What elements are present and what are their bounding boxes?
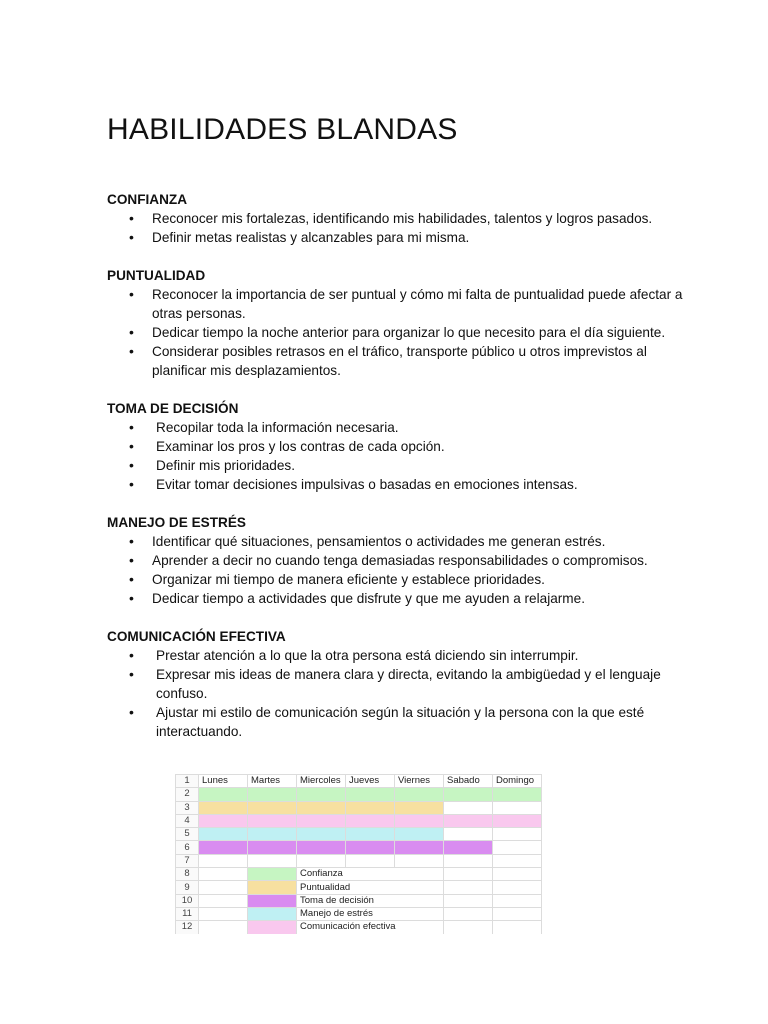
bullet-item: • Definir metas realistas y alcanzables para mi misma. <box>107 228 687 247</box>
empty-cell <box>493 868 542 881</box>
legend-label: Puntualidad <box>297 881 444 894</box>
row-number: 8 <box>176 868 199 881</box>
schedule-bar-cell <box>346 828 395 841</box>
empty-cell <box>493 907 542 920</box>
day-header: Viernes <box>395 775 444 788</box>
schedule-bar-cell <box>444 801 493 814</box>
schedule-bar-cell <box>297 814 346 827</box>
day-header: Miercoles <box>297 775 346 788</box>
section-heading: MANEJO DE ESTRÉS <box>107 515 246 530</box>
empty-cell <box>444 868 493 881</box>
bullet-list <box>107 285 687 380</box>
empty-cell <box>199 854 248 867</box>
schedule-bar-cell <box>444 841 493 854</box>
row-number: 10 <box>176 894 199 907</box>
empty-cell <box>444 921 493 934</box>
empty-cell <box>199 921 248 934</box>
schedule-bar-cell <box>297 841 346 854</box>
row-number: 1 <box>176 775 199 788</box>
bullet-list <box>107 532 687 608</box>
row-number: 5 <box>176 828 199 841</box>
schedule-bar-cell <box>493 814 542 827</box>
bullet-list <box>107 418 687 494</box>
empty-cell <box>199 894 248 907</box>
schedule-bar-cell <box>346 801 395 814</box>
bullet-item: • Reconocer mis fortalezas, identificando mis habilidades, talentos y logros pasados. <box>107 209 687 228</box>
schedule-bar-cell <box>395 828 444 841</box>
bullet-item: • Recopilar toda la información necesaria. <box>107 418 687 437</box>
empty-cell <box>493 894 542 907</box>
schedule-bar-cell <box>199 841 248 854</box>
section-heading: CONFIANZA <box>107 192 188 207</box>
legend-swatch <box>248 907 297 920</box>
empty-cell <box>444 894 493 907</box>
legend-label: Toma de decisión <box>297 894 444 907</box>
bullet-list <box>107 646 687 741</box>
schedule-bar-cell <box>297 788 346 801</box>
schedule-bar-cell <box>493 801 542 814</box>
schedule-bar-cell <box>346 788 395 801</box>
schedule-bar-cell <box>493 841 542 854</box>
section-heading: TOMA DE DECISIÓN <box>107 401 239 416</box>
sheet-row <box>176 828 542 841</box>
schedule-bar-cell <box>395 841 444 854</box>
bullet-item: • Definir mis prioridades. <box>107 456 687 475</box>
sheet-row <box>176 788 542 801</box>
day-header: Jueves <box>346 775 395 788</box>
empty-cell <box>248 854 297 867</box>
empty-cell <box>493 921 542 934</box>
legend-label: Manejo de estrés <box>297 907 444 920</box>
bullet-item: • Considerar posibles retrasos en el tráfico, transporte público u otros imprevistos al planificar mis desplazamientos. <box>107 342 687 380</box>
schedule-spreadsheet-image <box>175 774 542 934</box>
schedule-bar-cell <box>297 828 346 841</box>
legend-swatch <box>248 921 297 934</box>
schedule-bar-cell <box>297 801 346 814</box>
bullet-item: • Identificar qué situaciones, pensamientos o actividades me generan estrés. <box>107 532 687 551</box>
schedule-bar-cell <box>493 828 542 841</box>
schedule-bar-cell <box>444 814 493 827</box>
row-number: 11 <box>176 907 199 920</box>
empty-cell <box>297 854 346 867</box>
row-number: 7 <box>176 854 199 867</box>
bullet-item: • Evitar tomar decisiones impulsivas o basadas en emociones intensas. <box>107 475 687 494</box>
schedule-bar-cell <box>444 788 493 801</box>
legend-swatch <box>248 894 297 907</box>
row-number: 6 <box>176 841 199 854</box>
row-number: 12 <box>176 921 199 934</box>
sheet-row <box>176 921 542 934</box>
schedule-bar-cell <box>248 814 297 827</box>
section-heading: PUNTUALIDAD <box>107 268 206 283</box>
schedule-bar-cell <box>395 788 444 801</box>
empty-cell <box>346 854 395 867</box>
document-title: HABILIDADES BLANDAS <box>107 113 458 146</box>
legend-label: Comunicación efectiva <box>297 921 444 934</box>
bullet-item: • Aprender a decir no cuando tenga demasiadas responsabilidades o compromisos. <box>107 551 687 570</box>
row-number: 3 <box>176 801 199 814</box>
schedule-table <box>175 774 542 934</box>
schedule-bar-cell <box>493 788 542 801</box>
row-number: 9 <box>176 881 199 894</box>
schedule-bar-cell <box>199 828 248 841</box>
bullet-item: • Ajustar mi estilo de comunicación según la situación y la persona con la que esté interactuando. <box>107 703 687 741</box>
sheet-row <box>176 881 542 894</box>
sections-container <box>107 190 687 760</box>
legend-swatch <box>248 868 297 881</box>
bullet-item: • Prestar atención a lo que la otra persona está diciendo sin interrumpir. <box>107 646 687 665</box>
schedule-bar-cell <box>346 814 395 827</box>
empty-cell <box>493 854 542 867</box>
sheet-row <box>176 894 542 907</box>
sheet-row <box>176 907 542 920</box>
day-header: Domingo <box>493 775 542 788</box>
bullet-item: • Dedicar tiempo a actividades que disfrute y que me ayuden a relajarme. <box>107 589 687 608</box>
bullet-list <box>107 209 687 247</box>
sheet-row <box>176 775 542 788</box>
sheet-row <box>176 868 542 881</box>
bullet-item: • Examinar los pros y los contras de cada opción. <box>107 437 687 456</box>
section-2 <box>107 399 687 494</box>
bullet-item: • Expresar mis ideas de manera clara y directa, evitando la ambigüedad y el lenguaje confuso. <box>107 665 687 703</box>
bullet-item: • Dedicar tiempo la noche anterior para organizar lo que necesito para el día siguiente. <box>107 323 687 342</box>
schedule-bar-cell <box>199 801 248 814</box>
schedule-bar-cell <box>248 788 297 801</box>
schedule-bar-cell <box>395 801 444 814</box>
bullet-item: • Organizar mi tiempo de manera eficiente y establece prioridades. <box>107 570 687 589</box>
row-number: 2 <box>176 788 199 801</box>
sheet-row <box>176 854 542 867</box>
section-heading: COMUNICACIÓN EFECTIVA <box>107 629 286 644</box>
empty-cell <box>493 881 542 894</box>
schedule-bar-cell <box>346 841 395 854</box>
empty-cell <box>199 881 248 894</box>
schedule-bar-cell <box>248 801 297 814</box>
sheet-row <box>176 801 542 814</box>
empty-cell <box>444 881 493 894</box>
day-header: Martes <box>248 775 297 788</box>
legend-swatch <box>248 881 297 894</box>
schedule-bar-cell <box>248 841 297 854</box>
row-number: 4 <box>176 814 199 827</box>
empty-cell <box>199 907 248 920</box>
section-4 <box>107 627 687 741</box>
section-3 <box>107 513 687 608</box>
section-1 <box>107 266 687 380</box>
schedule-bar-cell <box>199 814 248 827</box>
sheet-row <box>176 814 542 827</box>
empty-cell <box>444 907 493 920</box>
schedule-bar-cell <box>444 828 493 841</box>
schedule-bar-cell <box>199 788 248 801</box>
empty-cell <box>395 854 444 867</box>
schedule-bar-cell <box>395 814 444 827</box>
legend-label: Confianza <box>297 868 444 881</box>
empty-cell <box>444 854 493 867</box>
bullet-item: • Reconocer la importancia de ser puntual y cómo mi falta de puntualidad puede afectar a otras personas. <box>107 285 687 323</box>
schedule-bar-cell <box>248 828 297 841</box>
section-0 <box>107 190 687 247</box>
empty-cell <box>199 868 248 881</box>
sheet-row <box>176 841 542 854</box>
day-header: Sabado <box>444 775 493 788</box>
day-header: Lunes <box>199 775 248 788</box>
